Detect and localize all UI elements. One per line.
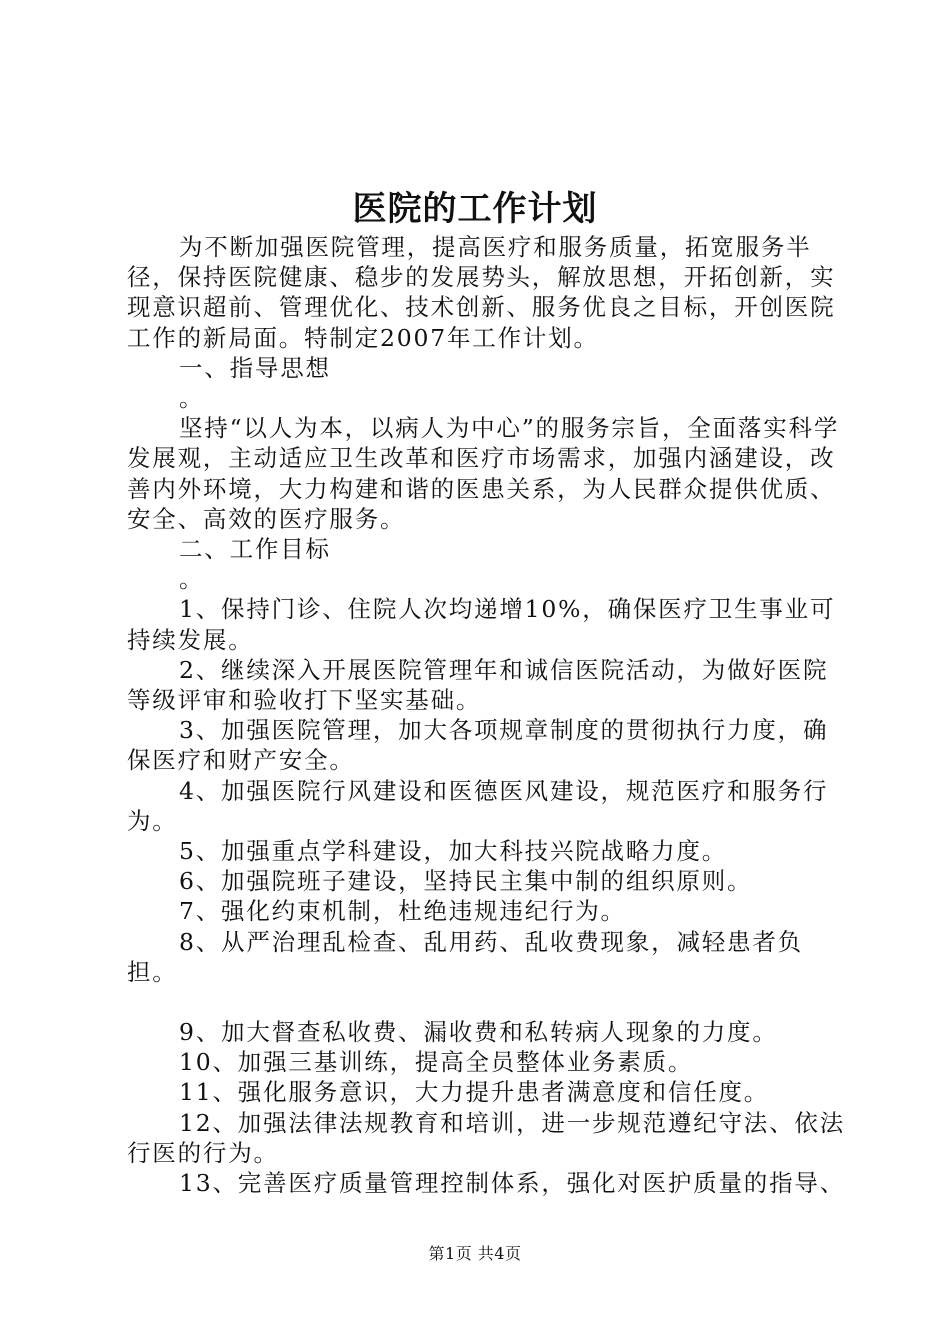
guiding-thought-paragraph: 坚持“以人为本，以病人为中心”的服务宗旨，全面落实科学发展观，主动适应卫生改革和医疗市场需求，加强内涵建设，改善内外环境，大力构建和谐的医患关系，为人民群众提供优质、安全、高效的医疗服务。 [127, 414, 840, 533]
goal-item: 13、完善医疗质量管理控制体系，强化对医护质量的指导、 [179, 1169, 846, 1198]
goal-item: 4、加强医院行风建设和医德医风建设，规范医疗和服务行为。 [127, 776, 829, 835]
goal-item: 12、加强法律法规教育和培训，进一步规范遵纪守法、依法行医的行为。 [127, 1108, 846, 1167]
section-period-mark: 。 [179, 384, 203, 413]
goal-item: 10、加强三基训练，提高全员整体业务素质。 [179, 1048, 694, 1077]
goal-item: 1、保持门诊、住院人次均递增10%，确保医疗卫生事业可持续发展。 [127, 595, 836, 654]
page-number-footer: 第1页 共4页 [428, 1244, 522, 1263]
goal-item: 5、加强重点学科建设，加大科技兴院战略力度。 [179, 837, 728, 866]
goal-item: 9、加大督查私收费、漏收费和私转病人现象的力度。 [179, 1018, 778, 1047]
section-period-mark: 。 [179, 565, 203, 594]
goal-item: 2、继续深入开展医院管理年和诚信医院活动，为做好医院等级评审和验收打下坚实基础。 [127, 655, 829, 715]
goal-item: 6、加强院班子建设，坚持民主集中制的组织原则。 [179, 867, 753, 896]
goal-item: 8、从严治理乱检查、乱用药、乱收费现象，减轻患者负担。 [127, 927, 803, 986]
document-body [127, 232, 847, 1198]
document-title: 医院的工作计划 [352, 189, 598, 229]
intro-paragraph: 为不断加强医院管理，提高医疗和服务质量，拓宽服务半径，保持医院健康、稳步的发展势头，解放思想，开拓创新，实现意识超前、管理优化、技术创新、服务优良之目标，开创医院工作的新局面。特制定2007年工作计划。 [127, 233, 836, 352]
goal-item: 11、强化服务意识，大力提升患者满意度和信任度。 [179, 1078, 770, 1107]
goal-item: 3、加强医院管理，加大各项规章制度的贯彻执行力度，确保医疗和财产安全。 [127, 716, 829, 775]
goal-item: 7、强化约束机制，杜绝违规违纪行为。 [179, 897, 626, 926]
section-heading-work-goals: 二、工作目标 [179, 535, 331, 564]
section-heading-guiding-thought: 一、指导思想 [179, 353, 331, 382]
